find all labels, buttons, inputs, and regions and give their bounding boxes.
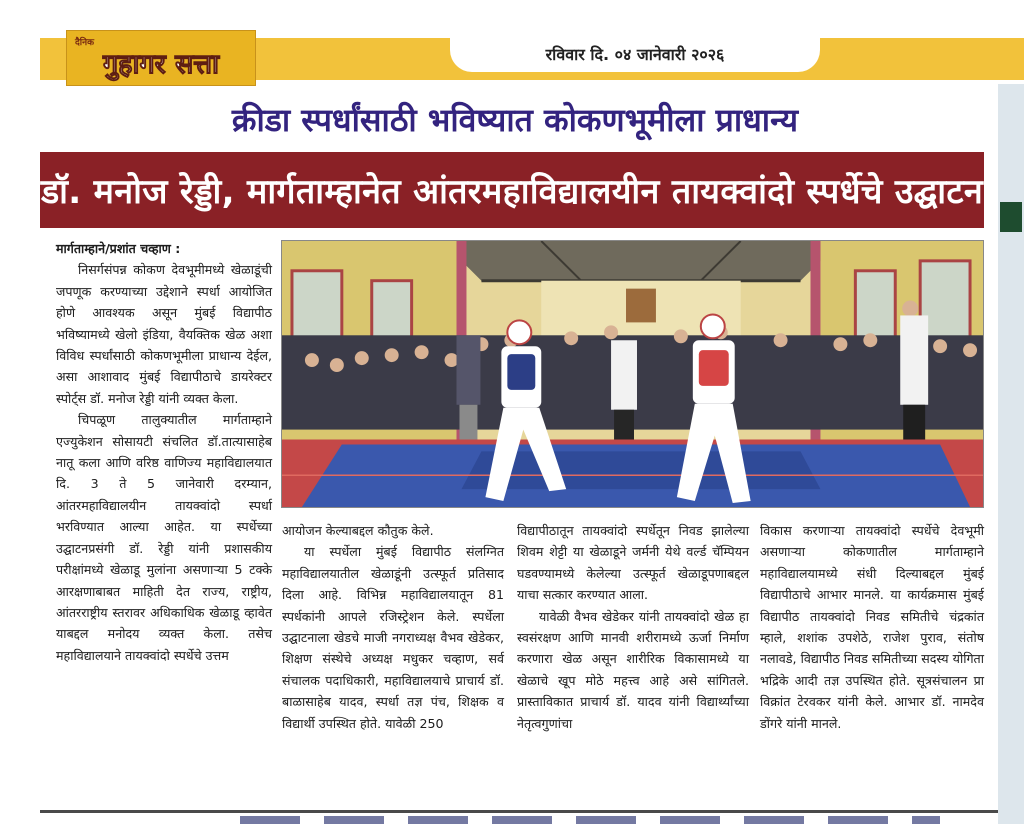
article-column-3 <box>517 520 749 734</box>
edge-marker <box>1000 202 1022 232</box>
article-column-1 <box>56 238 272 666</box>
paragraph: विकास करणाऱ्या तायक्वांदो स्पर्धेचे देवभूमी असणाऱ्या कोकणातील मार्गताम्हाने महाविद्यालयामध्ये संधी दिल्याबद्दल मुंबई विद्यापीठाचे आभार मानले. या कार्यक्रमास मुंबई विद्यापीठ तायक्वांदो निवड समितीचे चंद्रकांत म्हाले, शशांक उपशेठे, राजेश पुराव, संतोष नलावडे, विद्यापीठ निवड समितीच्या सदस्य योगिता भद्रिके आदी तज्ञ उपस्थित होते. सूत्रसंचालन प्रा विक्रांत टेरवकर यांनी केले. आभार डॉ. नामदेव डोंगरे यांनी मानले. <box>760 523 984 731</box>
article-column-4 <box>760 520 984 734</box>
next-headline-fragment <box>240 816 940 824</box>
bottom-rule <box>40 810 998 813</box>
event-photo <box>281 240 984 508</box>
issue-date: रविवार दि. ०४ जानेवारी २०२६ <box>450 36 820 72</box>
main-headline: डॉ. मनोज रेड्डी, मार्गताम्हानेत आंतरमहाविद्यालयीन तायक्वांदो स्पर्धेचे उद्घाटन <box>40 152 984 228</box>
byline: मार्गताम्हाने/प्रशांत चव्हाण : <box>56 241 181 256</box>
page-edge-strip <box>998 84 1024 824</box>
paragraph: आयोजन केल्याबद्दल कौतुक केले. <box>282 523 434 538</box>
taekwondo-match-illustration <box>282 241 983 507</box>
paragraph: विद्यापीठातून तायक्वांदो स्पर्धेतून निवड झालेल्या शिवम शेट्टी या खेळाडूने जर्मनी येथे वर्ल्ड चॅम्पियन घडवण्यामध्ये केलेल्या उत्स्फूर्त खेळाडूपणाबद्दल याचा सत्कार करण्यात आला. <box>517 523 749 603</box>
newspaper-logo <box>66 30 256 86</box>
newspaper-name: गुहागर सत्ता <box>102 49 220 80</box>
paragraph: निसर्गसंपन्न कोकण देवभूमीमध्ये खेळाडूंची जपणूक करण्याच्या उद्देशाने स्पर्धा आयोजित होणे आवश्यक असून मुंबई विद्यापीठ भविष्यामध्ये खेलो इंडिया, वैयक्तिक खेळ अशा विविध स्पर्धांसाठी कोकणभूमीला प्राधान्य देईल, असा आशावाद मुंबई विद्यापीठाचे डायरेक्टर स्पोर्ट्स डॉ. मनोज रेड्डी यांनी व्यक्त केला. <box>56 262 272 406</box>
paragraph: चिपळूण तालुक्यातील मार्गताम्हाने एज्युकेशन सोसायटी संचलित डॉ.तात्यासाहेब नातू कला आणि वरिष्ठ वाणिज्य महाविद्यालयात दि. 3 ते 5 जानेवारी दरम्यान, आंतरमहाविद्यालयीन तायक्वांदो स्पर्धा भरविण्यात आल्या आहेत. या स्पर्धेच्या उद्घाटनप्रसंगी डॉ. रेड्डी यांनी प्रशासकीय परीक्षांमध्ये खेळाडू मुलांना असणाऱ्या 5 टक्के आरक्षणाबाबत माहिती देत राज्य, राष्ट्रीय, आंतरराष्ट्रीय स्तरावर अधिकाधिक खेळाडू व्हावेत याबद्दल मनोदय व्यक्त केला. तसेच महाविद्यालयाने तायक्वांदो स्पर्धेचे उत्तम <box>56 412 272 663</box>
paragraph: यावेळी वैभव खेडेकर यांनी तायक्वांदो खेळ हा स्वसंरक्षण आणि मानवी शरीरामध्ये ऊर्जा निर्माण करणारा खेळ असून शारीरिक विकासामध्ये या खेळाचे खूप मोठे महत्त्व आहे असे सांगितले. प्रास्ताविकात प्राचार्य डॉ. यादव यांनी विद्यार्थ्यांच्या नेतृत्वगुणांचा <box>517 608 749 731</box>
logo-tag: दैनिक <box>75 38 95 48</box>
kicker-headline: क्रीडा स्पर्धांसाठी भविष्यात कोकणभूमीला प्राधान्य <box>231 100 799 139</box>
paragraph: या स्पर्धेला मुंबई विद्यापीठ संलग्नित महाविद्यालयातील खेळाडूंनी उत्स्फूर्त प्रतिसाद दिला आहे. विभिन्न महाविद्यालयातून 81 स्पर्धकांनी आपले रजिस्ट्रेशन केले. स्पर्धेला उद्घाटनाला खेडचे माजी नगराध्यक्ष वैभव खेडेकर, शिक्षण संस्थेचे अध्यक्ष मधुकर चव्हाण, सर्व संचालक पदाधिकारी, महाविद्यालयाचे प्राचार्य डॉ. बाळासाहेब यादव, स्पर्धा तज्ञ पंच, शिक्षक व विद्यार्थी उपस्थित होते. यावेळी 250 <box>282 544 504 731</box>
article-column-2 <box>282 520 504 734</box>
